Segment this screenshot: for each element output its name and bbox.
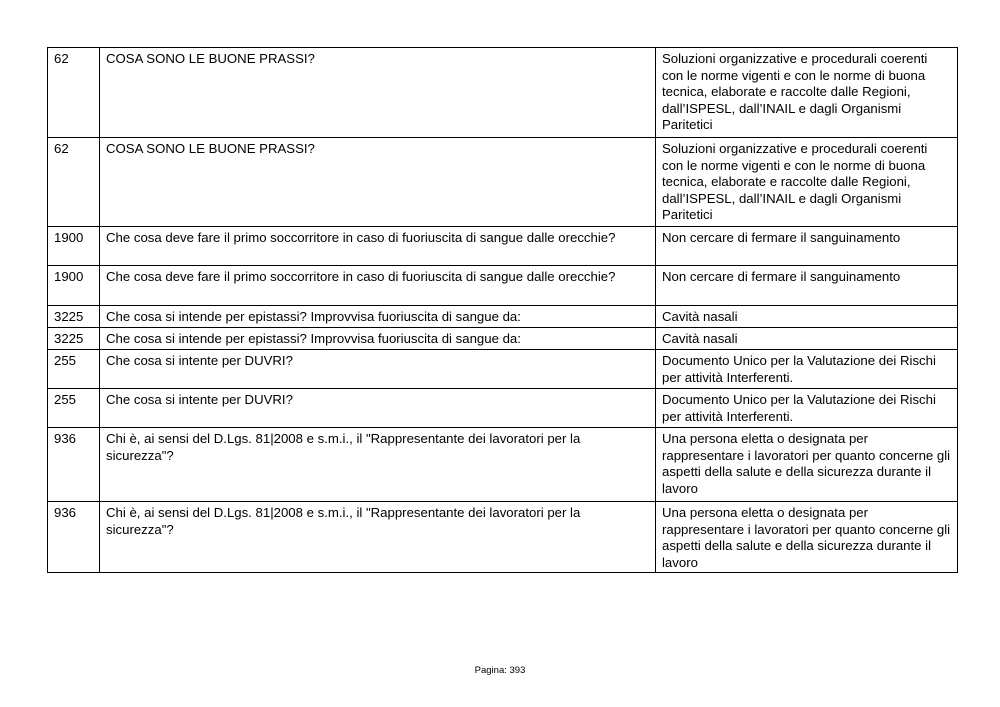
row-question: Che cosa deve fare il primo soccorritore in caso di fuoriuscita di sangue dalle orecchie? [100,266,656,306]
table-row [48,266,958,306]
row-id: 3225 [48,306,100,328]
table-row [48,328,958,350]
row-id: 255 [48,389,100,428]
row-id: 62 [48,138,100,227]
row-answer: Soluzioni organizzative e procedurali coerenti con le norme vigenti e con le norme di buona tecnica, elaborate e raccolte dalle Regioni, dall’ISPESL, dall’INAIL e dagli Organismi Paritetici [656,48,958,138]
row-question: COSA SONO LE BUONE PRASSI? [100,48,656,138]
table-row [48,389,958,428]
qa-table [47,47,958,573]
row-id: 255 [48,350,100,389]
table-row [48,138,958,227]
row-id: 3225 [48,328,100,350]
row-id: 936 [48,428,100,502]
table-row [48,428,958,502]
row-question: Che cosa si intente per DUVRI? [100,350,656,389]
row-answer: Non cercare di fermare il sanguinamento [656,227,958,266]
row-id: 1900 [48,266,100,306]
row-answer: Soluzioni organizzative e procedurali coerenti con le norme vigenti e con le norme di buona tecnica, elaborate e raccolte dalle Regioni, dall’ISPESL, dall’INAIL e dagli Organismi Paritetici [656,138,958,227]
row-answer: Cavità nasali [656,328,958,350]
row-question: Che cosa si intende per epistassi? Improvvisa fuoriuscita di sangue da: [100,306,656,328]
row-question: Che cosa deve fare il primo soccorritore in caso di fuoriuscita di sangue dalle orecchie? [100,227,656,266]
row-answer: Una persona eletta o designata per rappresentare i lavoratori per quanto concerne gli aspetti della salute e della sicurezza durante il lavoro [656,428,958,502]
row-answer: Documento Unico per la Valutazione dei Rischi per attività Interferenti. [656,350,958,389]
table-row [48,48,958,138]
row-answer: Una persona eletta o designata per rappresentare i lavoratori per quanto concerne gli aspetti della salute e della sicurezza durante il lavoro [656,502,958,573]
row-id: 936 [48,502,100,573]
row-question: Chi è, ai sensi del D.Lgs. 81|2008 e s.m.i., il "Rappresentante dei lavoratori per la sicurezza"? [100,428,656,502]
row-id: 62 [48,48,100,138]
table-row [48,502,958,573]
row-answer: Documento Unico per la Valutazione dei Rischi per attività Interferenti. [656,389,958,428]
row-id: 1900 [48,227,100,266]
row-answer: Non cercare di fermare il sanguinamento [656,266,958,306]
table-row [48,227,958,266]
row-question: COSA SONO LE BUONE PRASSI? [100,138,656,227]
table-row [48,306,958,328]
row-question: Che cosa si intente per DUVRI? [100,389,656,428]
table-row [48,350,958,389]
page-number: Pagina: 393 [474,665,526,676]
row-question: Che cosa si intende per epistassi? Improvvisa fuoriuscita di sangue da: [100,328,656,350]
row-answer: Cavità nasali [656,306,958,328]
row-question: Chi è, ai sensi del D.Lgs. 81|2008 e s.m.i., il "Rappresentante dei lavoratori per la sicurezza"? [100,502,656,573]
